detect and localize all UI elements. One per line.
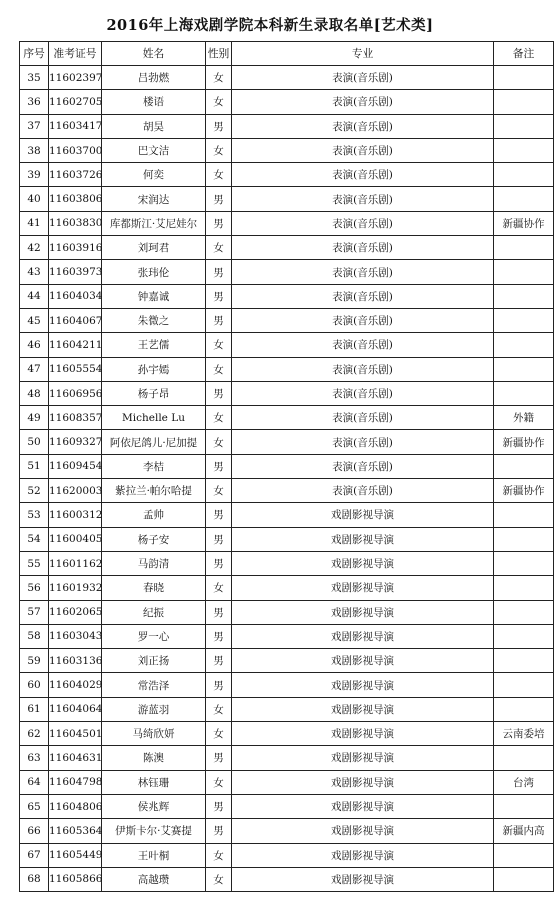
cell-name: 朱微之 — [102, 308, 206, 332]
cell-name: 王艺儒 — [102, 333, 206, 357]
cell-remarks — [494, 357, 554, 381]
cell-exam-number: 11605866 — [49, 867, 102, 891]
cell-name: 李桔 — [102, 454, 206, 478]
cell-serial: 51 — [20, 454, 49, 478]
table-header-row — [20, 42, 554, 66]
cell-major: 表演(音乐剧) — [232, 333, 494, 357]
cell-major: 表演(音乐剧) — [232, 66, 494, 90]
cell-remarks — [494, 794, 554, 818]
cell-gender: 男 — [206, 794, 232, 818]
cell-remarks: 台湾 — [494, 770, 554, 794]
cell-major: 表演(音乐剧) — [232, 454, 494, 478]
cell-major: 表演(音乐剧) — [232, 211, 494, 235]
cell-major: 戏剧影视导演 — [232, 576, 494, 600]
table-row — [20, 138, 554, 162]
cell-exam-number: 11604798 — [49, 770, 102, 794]
table-row — [20, 308, 554, 332]
cell-serial: 52 — [20, 479, 49, 503]
cell-name: 游蓝羽 — [102, 697, 206, 721]
cell-gender: 男 — [206, 746, 232, 770]
cell-name: Michelle Lu — [102, 406, 206, 430]
cell-remarks — [494, 624, 554, 648]
cell-name: 楼语 — [102, 90, 206, 114]
cell-serial: 46 — [20, 333, 49, 357]
cell-exam-number: 11603136 — [49, 649, 102, 673]
cell-exam-number: 11602065 — [49, 600, 102, 624]
cell-major: 戏剧影视导演 — [232, 722, 494, 746]
cell-serial: 48 — [20, 381, 49, 405]
cell-exam-number: 11601162 — [49, 551, 102, 575]
header-exam-number: 准考证号 — [49, 42, 102, 66]
cell-gender: 男 — [206, 673, 232, 697]
cell-major: 表演(音乐剧) — [232, 284, 494, 308]
cell-major: 戏剧影视导演 — [232, 819, 494, 843]
cell-gender: 男 — [206, 600, 232, 624]
cell-serial: 50 — [20, 430, 49, 454]
cell-major: 表演(音乐剧) — [232, 381, 494, 405]
cell-serial: 44 — [20, 284, 49, 308]
cell-exam-number: 11603916 — [49, 236, 102, 260]
header-major: 专业 — [232, 42, 494, 66]
cell-serial: 53 — [20, 503, 49, 527]
cell-exam-number: 11603830 — [49, 211, 102, 235]
cell-major: 表演(音乐剧) — [232, 357, 494, 381]
cell-major: 戏剧影视导演 — [232, 673, 494, 697]
table-row — [20, 649, 554, 673]
cell-name: 罗一心 — [102, 624, 206, 648]
cell-remarks — [494, 260, 554, 284]
table-row — [20, 576, 554, 600]
table-row — [20, 260, 554, 284]
header-serial: 序号 — [20, 42, 49, 66]
cell-remarks — [494, 308, 554, 332]
cell-major: 表演(音乐剧) — [232, 114, 494, 138]
cell-remarks — [494, 333, 554, 357]
cell-exam-number: 11604501 — [49, 722, 102, 746]
cell-major: 戏剧影视导演 — [232, 867, 494, 891]
table-row — [20, 527, 554, 551]
cell-name: 孙宇嫣 — [102, 357, 206, 381]
table-row — [20, 551, 554, 575]
cell-exam-number: 11604631 — [49, 746, 102, 770]
cell-gender: 女 — [206, 430, 232, 454]
table-row — [20, 819, 554, 843]
header-gender: 性别 — [206, 42, 232, 66]
cell-name: 胡昊 — [102, 114, 206, 138]
admission-table — [19, 41, 554, 892]
cell-serial: 39 — [20, 163, 49, 187]
table-row — [20, 357, 554, 381]
cell-major: 戏剧影视导演 — [232, 503, 494, 527]
cell-exam-number: 11605554 — [49, 357, 102, 381]
table-row — [20, 697, 554, 721]
cell-exam-number: 11604067 — [49, 308, 102, 332]
cell-exam-number: 11603700 — [49, 138, 102, 162]
cell-serial: 47 — [20, 357, 49, 381]
cell-remarks — [494, 527, 554, 551]
cell-exam-number: 11604029 — [49, 673, 102, 697]
cell-gender: 男 — [206, 819, 232, 843]
cell-exam-number: 11604034 — [49, 284, 102, 308]
cell-name: 孟帅 — [102, 503, 206, 527]
cell-name: 宋润达 — [102, 187, 206, 211]
table-row — [20, 746, 554, 770]
cell-gender: 男 — [206, 551, 232, 575]
cell-name: 王叶桐 — [102, 843, 206, 867]
header-name: 姓名 — [102, 42, 206, 66]
cell-exam-number: 11606956 — [49, 381, 102, 405]
cell-gender: 女 — [206, 722, 232, 746]
table-row — [20, 770, 554, 794]
cell-gender: 女 — [206, 867, 232, 891]
cell-name: 阿依尼鸽儿·尼加提 — [102, 430, 206, 454]
cell-remarks — [494, 843, 554, 867]
cell-major: 表演(音乐剧) — [232, 138, 494, 162]
cell-serial: 42 — [20, 236, 49, 260]
cell-gender: 男 — [206, 114, 232, 138]
table-row — [20, 503, 554, 527]
cell-remarks — [494, 746, 554, 770]
table-row — [20, 430, 554, 454]
cell-gender: 女 — [206, 357, 232, 381]
cell-serial: 66 — [20, 819, 49, 843]
cell-major: 戏剧影视导演 — [232, 600, 494, 624]
cell-gender: 女 — [206, 333, 232, 357]
cell-serial: 64 — [20, 770, 49, 794]
table-row — [20, 66, 554, 90]
cell-serial: 57 — [20, 600, 49, 624]
cell-remarks — [494, 114, 554, 138]
table-row — [20, 90, 554, 114]
cell-name: 陈澳 — [102, 746, 206, 770]
cell-name: 巴文洁 — [102, 138, 206, 162]
table-row — [20, 867, 554, 891]
cell-name: 刘珂君 — [102, 236, 206, 260]
cell-gender: 女 — [206, 90, 232, 114]
cell-name: 杨子昂 — [102, 381, 206, 405]
cell-major: 戏剧影视导演 — [232, 624, 494, 648]
cell-exam-number: 11600312 — [49, 503, 102, 527]
cell-major: 戏剧影视导演 — [232, 794, 494, 818]
table-row — [20, 163, 554, 187]
cell-remarks — [494, 381, 554, 405]
cell-name: 高越瓒 — [102, 867, 206, 891]
cell-serial: 37 — [20, 114, 49, 138]
cell-remarks — [494, 454, 554, 478]
cell-major: 表演(音乐剧) — [232, 479, 494, 503]
cell-name: 紫拉兰·帕尔哈提 — [102, 479, 206, 503]
cell-name: 春晓 — [102, 576, 206, 600]
cell-exam-number: 11603417 — [49, 114, 102, 138]
cell-remarks — [494, 163, 554, 187]
cell-serial: 58 — [20, 624, 49, 648]
cell-major: 表演(音乐剧) — [232, 406, 494, 430]
cell-major: 表演(音乐剧) — [232, 187, 494, 211]
cell-name: 常浩泽 — [102, 673, 206, 697]
cell-serial: 36 — [20, 90, 49, 114]
cell-remarks — [494, 187, 554, 211]
table-row — [20, 211, 554, 235]
cell-remarks — [494, 551, 554, 575]
cell-major: 戏剧影视导演 — [232, 843, 494, 867]
cell-remarks: 新疆协作 — [494, 211, 554, 235]
cell-exam-number: 11609327 — [49, 430, 102, 454]
cell-serial: 56 — [20, 576, 49, 600]
cell-major: 表演(音乐剧) — [232, 308, 494, 332]
cell-serial: 60 — [20, 673, 49, 697]
document-title: 2016年上海戏剧学院本科新生录取名单[艺术类] — [106, 17, 434, 34]
cell-remarks: 新疆内高 — [494, 819, 554, 843]
cell-gender: 女 — [206, 66, 232, 90]
cell-gender: 女 — [206, 406, 232, 430]
cell-exam-number: 11604211 — [49, 333, 102, 357]
cell-remarks — [494, 576, 554, 600]
cell-name: 刘正扬 — [102, 649, 206, 673]
cell-remarks: 云南委培 — [494, 722, 554, 746]
cell-remarks: 新疆协作 — [494, 479, 554, 503]
cell-gender: 男 — [206, 649, 232, 673]
table-row — [20, 236, 554, 260]
cell-major: 表演(音乐剧) — [232, 163, 494, 187]
cell-major: 戏剧影视导演 — [232, 551, 494, 575]
cell-exam-number: 11605364 — [49, 819, 102, 843]
cell-serial: 49 — [20, 406, 49, 430]
table-body — [20, 66, 554, 892]
cell-remarks — [494, 66, 554, 90]
cell-serial: 63 — [20, 746, 49, 770]
cell-exam-number: 11608357 — [49, 406, 102, 430]
cell-remarks: 外籍 — [494, 406, 554, 430]
cell-exam-number: 11620003 — [49, 479, 102, 503]
cell-remarks — [494, 867, 554, 891]
cell-exam-number: 11609454 — [49, 454, 102, 478]
cell-name: 纪振 — [102, 600, 206, 624]
cell-serial: 65 — [20, 794, 49, 818]
cell-exam-number: 11603043 — [49, 624, 102, 648]
cell-gender: 女 — [206, 770, 232, 794]
cell-serial: 38 — [20, 138, 49, 162]
cell-gender: 男 — [206, 454, 232, 478]
cell-name: 侯兆辉 — [102, 794, 206, 818]
cell-gender: 男 — [206, 187, 232, 211]
cell-serial: 41 — [20, 211, 49, 235]
cell-remarks — [494, 236, 554, 260]
table-row — [20, 284, 554, 308]
cell-exam-number: 11604064 — [49, 697, 102, 721]
cell-serial: 61 — [20, 697, 49, 721]
cell-name: 杨子安 — [102, 527, 206, 551]
cell-remarks — [494, 138, 554, 162]
cell-gender: 男 — [206, 503, 232, 527]
cell-serial: 45 — [20, 308, 49, 332]
cell-name: 马绮欣妍 — [102, 722, 206, 746]
cell-major: 表演(音乐剧) — [232, 236, 494, 260]
cell-remarks — [494, 284, 554, 308]
table-row — [20, 624, 554, 648]
cell-remarks — [494, 503, 554, 527]
cell-exam-number: 11602705 — [49, 90, 102, 114]
cell-name: 钟嘉诚 — [102, 284, 206, 308]
table-row — [20, 794, 554, 818]
cell-remarks — [494, 600, 554, 624]
cell-major: 表演(音乐剧) — [232, 260, 494, 284]
cell-gender: 男 — [206, 260, 232, 284]
table-row — [20, 187, 554, 211]
cell-gender: 男 — [206, 527, 232, 551]
cell-gender: 男 — [206, 624, 232, 648]
cell-exam-number: 11603973 — [49, 260, 102, 284]
cell-name: 吕勃燃 — [102, 66, 206, 90]
cell-remarks: 新疆协作 — [494, 430, 554, 454]
table-row — [20, 406, 554, 430]
cell-major: 戏剧影视导演 — [232, 746, 494, 770]
cell-major: 戏剧影视导演 — [232, 770, 494, 794]
cell-major: 戏剧影视导演 — [232, 527, 494, 551]
cell-serial: 43 — [20, 260, 49, 284]
cell-name: 林钰珊 — [102, 770, 206, 794]
cell-name: 马韵清 — [102, 551, 206, 575]
cell-exam-number: 11602397 — [49, 66, 102, 90]
cell-gender: 女 — [206, 138, 232, 162]
cell-name: 张玮伦 — [102, 260, 206, 284]
cell-major: 戏剧影视导演 — [232, 649, 494, 673]
cell-gender: 女 — [206, 163, 232, 187]
cell-exam-number: 11600405 — [49, 527, 102, 551]
cell-serial: 54 — [20, 527, 49, 551]
table-row — [20, 722, 554, 746]
cell-gender: 男 — [206, 308, 232, 332]
table-row — [20, 333, 554, 357]
cell-exam-number: 11603726 — [49, 163, 102, 187]
cell-remarks — [494, 697, 554, 721]
cell-exam-number: 11605449 — [49, 843, 102, 867]
cell-exam-number: 11604806 — [49, 794, 102, 818]
cell-major: 戏剧影视导演 — [232, 697, 494, 721]
cell-gender: 男 — [206, 381, 232, 405]
cell-serial: 55 — [20, 551, 49, 575]
cell-gender: 女 — [206, 236, 232, 260]
cell-exam-number: 11601932 — [49, 576, 102, 600]
cell-gender: 女 — [206, 697, 232, 721]
table-row — [20, 843, 554, 867]
cell-gender: 女 — [206, 479, 232, 503]
cell-serial: 67 — [20, 843, 49, 867]
cell-major: 表演(音乐剧) — [232, 430, 494, 454]
table-row — [20, 673, 554, 697]
table-row — [20, 600, 554, 624]
cell-major: 表演(音乐剧) — [232, 90, 494, 114]
cell-name: 何奕 — [102, 163, 206, 187]
cell-gender: 女 — [206, 843, 232, 867]
cell-serial: 62 — [20, 722, 49, 746]
header-remarks: 备注 — [494, 42, 554, 66]
table-row — [20, 114, 554, 138]
table-row — [20, 479, 554, 503]
cell-gender: 男 — [206, 284, 232, 308]
cell-gender: 女 — [206, 576, 232, 600]
table-row — [20, 381, 554, 405]
cell-serial: 59 — [20, 649, 49, 673]
cell-serial: 40 — [20, 187, 49, 211]
cell-serial: 68 — [20, 867, 49, 891]
cell-name: 伊斯卡尔·艾赛提 — [102, 819, 206, 843]
cell-exam-number: 11603806 — [49, 187, 102, 211]
cell-remarks — [494, 673, 554, 697]
cell-name: 库都斯江·艾尼娃尔 — [102, 211, 206, 235]
cell-remarks — [494, 90, 554, 114]
cell-remarks — [494, 649, 554, 673]
table-row — [20, 454, 554, 478]
cell-serial: 35 — [20, 66, 49, 90]
cell-gender: 男 — [206, 211, 232, 235]
